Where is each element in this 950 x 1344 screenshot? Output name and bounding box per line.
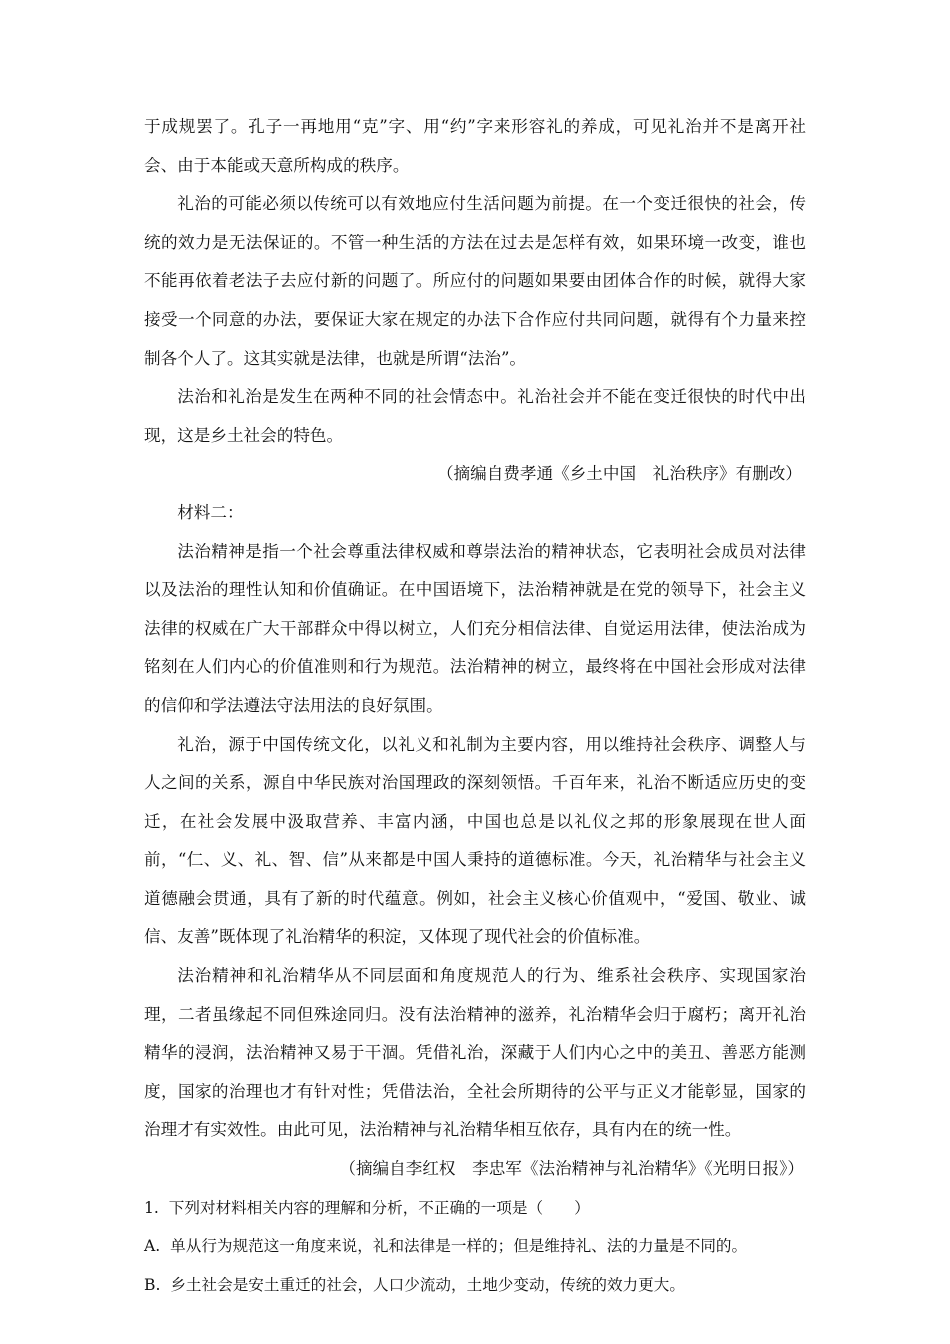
paragraph-rule-of-law-spirit: 法治精神是指一个社会尊重法律权威和尊崇法治的精神状态，它表明社会成员对法律以及法治的理性认知和价值确证。在中国语境下，法治精神就是在党的领导下，社会主义法律的权威在广大干部群众中得以树立，人们充分相信法律、自觉运用法律，使法治成为铭刻在人们内心的价值准则和行为规范。法治精神的树立，最终将在中国社会形成对法律的信仰和学法遵法守法用法的良好氛围。 [144,541,806,715]
material-2-title: 材料二： [177,502,244,522]
paragraph-rule-of-rites: 礼治，源于中国传统文化，以礼义和礼制为主要内容，用以维持社会秩序、调整人与人之间的关系，源自中华民族对治国理政的深刻领悟。千百年来，礼治不断适应历史的变迁，在社会发展中汲取营养、丰富内涵，中国也总是以礼仪之邦的形象展现在世人面前，“仁、义、礼、智、信”从来都是中国人秉持的道德标准。今天，礼治精华与社会主义道德融会贯通，具有了新的时代蕴意。例如，社会主义核心价值观中，“爱国、敬业、诚信、友善”既体现了礼治精华的积淀，又体现了现代社会的价值标准。 [144,734,806,947]
paragraph-unity: 法治精神和礼治精华从不同层面和角度规范人的行为、维系社会秩序、实现国家治理，二者虽缘起不同但殊途同归。没有法治精神的滋养，礼治精华会归于腐朽；离开礼治精华的浸润，法治精神又易于干涸。凭借礼治，深藏于人们内心之中的美丑、善恶方能测度，国家的治理也才有针对性；凭借法治，全社会所期待的公平与正义才能彰显，国家的治理才有实效性。由此可见，法治精神与礼治精华相互依存，具有内在的统一性。 [144,966,806,1140]
source-citation-1: （摘编自费孝通《乡土中国 礼治秩序》有删改） [436,464,802,484]
paragraph-tradition: 礼治的可能必须以传统可以有效地应付生活问题为前提。在一个变迁很快的社会，传统的效力是无法保证的。不管一种生活的方法在过去是怎样有效，如果环境一改变，谁也不能再依着老法子去应付新的问题了。所应付的问题如果要由团体合作的时候，就得大家接受一个同意的办法，要保证大家在规定的办法下合作应付共同问题，就得有个力量来控制各个人了。这其实就是法律，也就是所谓“法治”。 [144,194,806,368]
document-page [144,108,806,1304]
question-1-stem: 1. 下列对材料相关内容的理解和分析，不正确的一项是（ ） [144,1198,590,1217]
paragraph-rule-comparison: 法治和礼治是发生在两种不同的社会情态中。礼治社会并不能在变迁很快的时代中出现，这是乡土社会的特色。 [144,387,806,445]
paragraph-continuation: 于成规罢了。孔子一再地用“克”字、用“约”字来形容礼的养成，可见礼治并不是离开社会、由于本能或天意所构成的秩序。 [144,117,806,175]
source-citation-2: （摘编自李红权 李忠军《法治精神与礼治精华》《光明日报》） [339,1159,804,1179]
question-1-option-a: A. 单从行为规范这一角度来说，礼和法律是一样的；但是维持礼、法的力量是不同的。 [144,1237,748,1256]
question-1-option-b: B. 乡土社会是安土重迁的社会，人口少流动，土地少变动，传统的效力更大。 [144,1275,685,1294]
